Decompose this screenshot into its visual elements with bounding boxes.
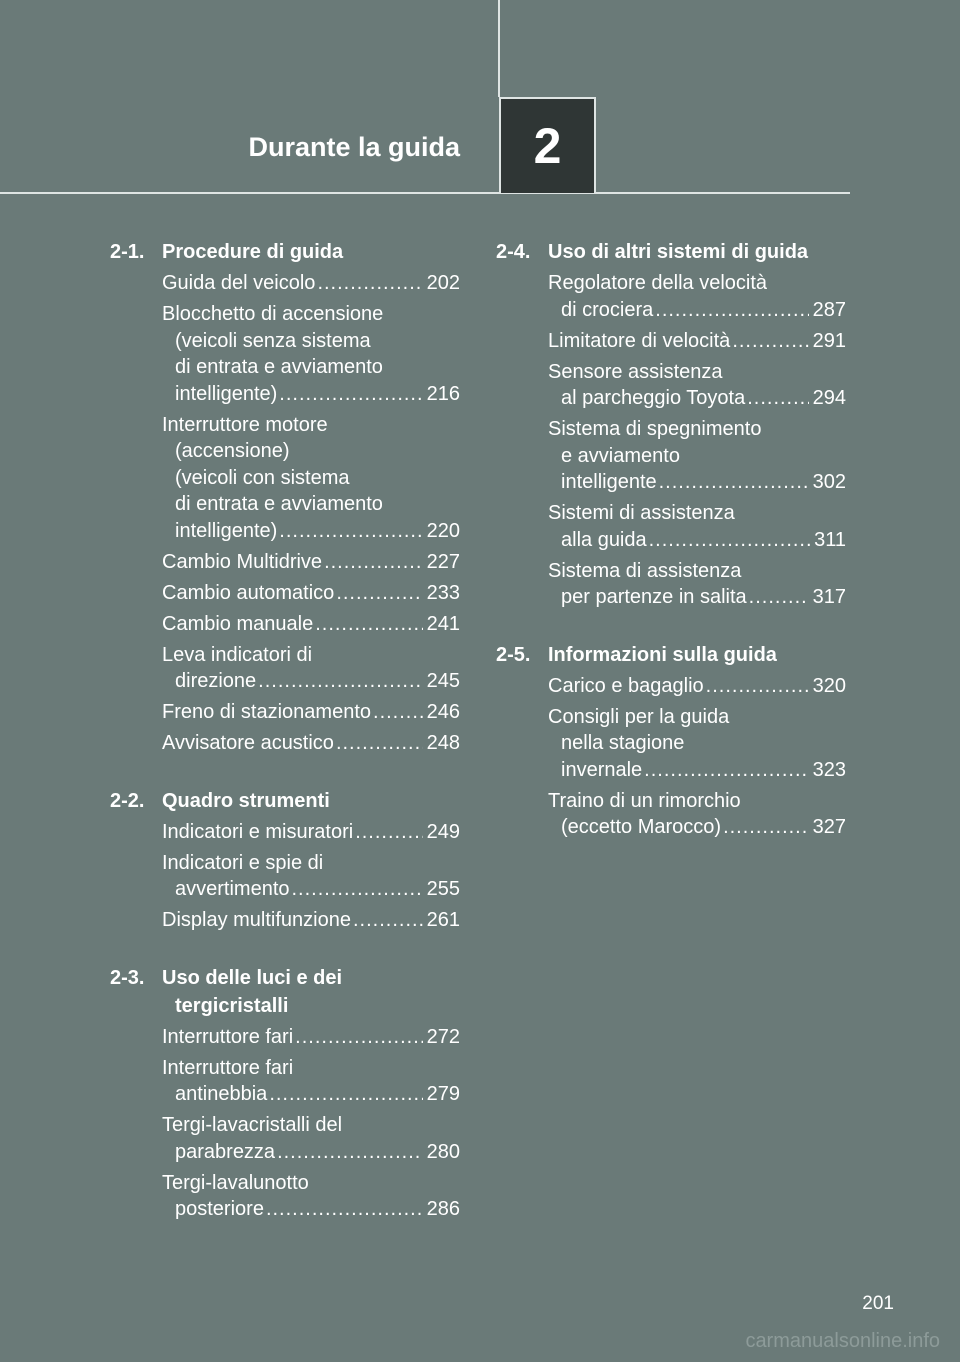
toc-entry-last-line <box>162 270 460 297</box>
section-number: 2-2. <box>110 789 145 812</box>
toc-entry[interactable] <box>162 699 460 726</box>
dot-leader <box>315 611 422 638</box>
section-heading <box>496 238 846 266</box>
toc-entry-last-line <box>548 385 846 412</box>
toc-entry-line: (veicoli senza sistema <box>175 329 371 352</box>
chapter-number: 2 <box>533 118 562 174</box>
toc-entry[interactable] <box>162 611 460 638</box>
toc-page-number: 317 <box>812 586 846 608</box>
toc-entry[interactable] <box>548 328 846 355</box>
section-heading <box>110 238 460 266</box>
dot-leader <box>292 876 423 903</box>
toc-entry-text: Carico e bagaglio <box>548 674 704 697</box>
toc-entry-last-line <box>162 699 460 726</box>
dot-leader <box>723 814 809 841</box>
toc-entry-last-line <box>162 611 460 638</box>
toc-entry[interactable] <box>548 359 846 412</box>
toc-entry[interactable] <box>548 673 846 700</box>
toc-entry-text: intelligente) <box>175 519 278 542</box>
toc-left-column <box>110 238 460 1253</box>
toc-entries <box>496 673 846 841</box>
dot-leader <box>659 469 809 496</box>
toc-section <box>110 787 460 934</box>
toc-section <box>496 641 846 841</box>
toc-entry-line: Traino di un rimorchio <box>548 789 741 812</box>
toc-entry-text: alla guida <box>561 528 647 551</box>
dot-leader <box>277 1139 423 1166</box>
toc-entry-text: Freno di stazionamento <box>162 701 372 723</box>
toc-entry-line: nella stagione <box>561 732 685 754</box>
dot-leader <box>279 518 422 545</box>
page-number: 201 <box>862 1293 894 1314</box>
toc-page-number: 245 <box>426 670 460 692</box>
toc-entry-line: Regolatore della velocità <box>548 272 768 294</box>
toc-entry-text: al parcheggio Toyota <box>561 387 746 409</box>
toc-page-number: 320 <box>812 674 846 697</box>
toc-entry-text: antinebbia <box>175 1083 268 1105</box>
toc-page-number: 286 <box>426 1198 460 1220</box>
toc-entries <box>110 1024 460 1223</box>
section-title-line: Uso di altri sistemi di guida <box>548 241 809 263</box>
toc-page-number: 311 <box>814 528 846 551</box>
toc-entry-last-line <box>548 328 846 355</box>
toc-entry-line: Tergi-lavalunotto <box>162 1171 309 1194</box>
toc-entry[interactable] <box>162 1112 460 1165</box>
toc-entry-text: per partenze in salita <box>561 586 747 608</box>
toc-entry-last-line <box>162 876 460 903</box>
dot-leader <box>336 730 423 757</box>
toc-entry[interactable] <box>162 819 460 846</box>
dot-leader <box>324 549 423 576</box>
toc-page-number: 323 <box>812 758 846 781</box>
toc-entry-line: di entrata e avviamento <box>175 493 383 515</box>
toc-entry-last-line <box>162 819 460 846</box>
dot-leader <box>655 297 808 324</box>
toc-page-number: 261 <box>426 909 460 931</box>
toc-entry-line: Tergi-lavacristalli del <box>162 1114 343 1136</box>
toc-entry-text: Cambio Multidrive <box>162 550 323 573</box>
toc-page-number: 272 <box>426 1025 460 1048</box>
dot-leader <box>649 527 810 554</box>
section-heading <box>110 964 460 1020</box>
toc-entry-text: intelligente <box>561 471 657 493</box>
toc-entry-last-line <box>162 668 460 695</box>
toc-entry-line: e avviamento <box>561 444 680 467</box>
section-number: 2-3. <box>110 966 145 989</box>
section-title <box>162 787 460 815</box>
toc-entry-line: Interruttore fari <box>162 1056 294 1079</box>
toc-entry-text: intelligente) <box>175 382 278 405</box>
toc-entry-text: avvertimento <box>175 878 290 900</box>
toc-page-number: 302 <box>812 471 846 493</box>
toc-entry-line: (accensione) <box>175 440 290 462</box>
toc-entry-last-line <box>548 584 846 611</box>
toc-entry-last-line <box>162 1196 460 1223</box>
toc-page-number: 291 <box>812 329 846 352</box>
toc-page-number: 233 <box>426 581 460 604</box>
toc-entry-line: Sistema di assistenza <box>548 559 742 582</box>
toc-entry-last-line <box>548 814 846 841</box>
toc-entry-last-line <box>162 549 460 576</box>
toc-entry-last-line <box>162 730 460 757</box>
dot-leader <box>269 1081 422 1108</box>
toc-section <box>110 964 460 1223</box>
toc-entry-text: Interruttore fari <box>162 1025 294 1048</box>
toc-entries <box>110 270 460 757</box>
dot-leader <box>317 270 422 297</box>
chapter-title: Durante la guida <box>248 132 460 162</box>
dot-leader <box>749 584 809 611</box>
section-title <box>162 964 460 1020</box>
toc-entry-last-line <box>162 518 460 545</box>
toc-entry-last-line <box>162 381 460 408</box>
toc-entry[interactable] <box>162 301 460 407</box>
toc-entry[interactable] <box>162 1170 460 1223</box>
toc-right-column <box>496 238 846 871</box>
toc-entry-last-line <box>162 1024 460 1051</box>
toc-entry[interactable] <box>162 850 460 903</box>
toc-page-number: 227 <box>426 550 460 573</box>
dot-leader <box>266 1196 423 1223</box>
toc-page-number: 202 <box>426 272 460 294</box>
toc-page-number: 246 <box>426 701 460 723</box>
toc-entry-line: di entrata e avviamento <box>175 356 383 378</box>
dot-leader <box>355 819 422 846</box>
toc-entry-line: Blocchetto di accensione <box>162 303 384 325</box>
toc-entry[interactable] <box>548 558 846 611</box>
section-title-line: Informazioni sulla guida <box>548 643 777 666</box>
dot-leader <box>336 580 422 607</box>
toc-entry-last-line <box>548 297 846 324</box>
toc-entry[interactable] <box>548 500 846 553</box>
section-number: 2-4. <box>496 241 531 263</box>
section-number: 2-1. <box>110 241 145 263</box>
toc-entry[interactable] <box>162 580 460 607</box>
section-heading <box>110 787 460 815</box>
toc-entry[interactable] <box>162 1024 460 1051</box>
toc-entry-last-line <box>548 469 846 496</box>
dot-leader <box>258 668 422 695</box>
section-heading <box>496 641 846 669</box>
toc-entry[interactable] <box>548 416 846 496</box>
toc-entry[interactable] <box>162 730 460 757</box>
header-vertical-rule <box>498 0 500 97</box>
toc-entry-text: Indicatori e misuratori <box>162 820 354 843</box>
toc-entry[interactable] <box>548 704 846 784</box>
dot-leader <box>732 328 808 355</box>
toc-page-number: 249 <box>426 820 460 843</box>
toc-entry-text: direzione <box>175 670 257 692</box>
dot-leader <box>279 381 422 408</box>
toc-entry-text: parabrezza <box>175 1140 276 1163</box>
toc-entry-line: Leva indicatori di <box>162 643 313 666</box>
toc-entry-line: Sistema di spegnimento <box>548 418 762 440</box>
watermark: carmanualsonline.info <box>745 1330 940 1352</box>
section-title-line: tergicristalli <box>175 994 289 1017</box>
toc-entry[interactable] <box>548 788 846 841</box>
toc-entry-last-line <box>162 580 460 607</box>
toc-entry[interactable] <box>162 412 460 545</box>
toc-page-number: 287 <box>812 298 846 321</box>
toc-page-number: 327 <box>812 816 846 838</box>
dot-leader <box>644 757 808 784</box>
toc-entry-text: invernale <box>561 758 643 781</box>
toc-entry-text: di crociera <box>561 298 654 321</box>
toc-entry-text: Limitatore di velocità <box>548 329 731 352</box>
toc-entry[interactable] <box>548 270 846 323</box>
toc-entry-line: (veicoli con sistema <box>175 466 350 489</box>
toc-entry[interactable] <box>162 270 460 297</box>
toc-entry-text: Avvisatore acustico <box>162 732 334 754</box>
toc-page-number: 241 <box>426 612 460 635</box>
section-title <box>548 641 846 669</box>
section-title-line: Uso delle luci e dei <box>162 966 343 989</box>
toc-entry-line: Interruttore motore <box>162 413 328 436</box>
chapter-number-badge <box>499 97 596 193</box>
toc-entry[interactable] <box>162 549 460 576</box>
toc-entry-text: Display multifunzione <box>162 909 351 931</box>
section-title-line: Quadro strumenti <box>162 789 330 812</box>
dot-leader <box>747 385 808 412</box>
dot-leader <box>706 673 809 700</box>
toc-entry-line: Sensore assistenza <box>548 360 723 383</box>
toc-page-number: 255 <box>426 878 460 900</box>
section-title <box>548 238 846 266</box>
toc-entry[interactable] <box>162 907 460 934</box>
toc-page-number: 216 <box>426 382 460 405</box>
toc-entry-text: (eccetto Marocco) <box>561 816 722 838</box>
toc-page-number: 279 <box>426 1083 460 1105</box>
toc-entry-text: Cambio automatico <box>162 581 335 604</box>
toc-page-number: 248 <box>426 732 460 754</box>
section-title <box>162 238 460 266</box>
toc-page-number: 294 <box>812 387 846 409</box>
toc-entry-last-line <box>162 1081 460 1108</box>
section-title-line: Procedure di guida <box>162 241 344 263</box>
toc-entry-text: Guida del veicolo <box>162 272 316 294</box>
dot-leader <box>295 1024 422 1051</box>
toc-entry-line: Sistemi di assistenza <box>548 502 735 524</box>
toc-entry[interactable] <box>162 1055 460 1108</box>
toc-page-number: 220 <box>426 519 460 542</box>
toc-entry-last-line <box>548 527 846 554</box>
toc-entry-line: Consigli per la guida <box>548 705 730 728</box>
dot-leader <box>373 699 423 726</box>
dot-leader <box>353 907 423 934</box>
section-number: 2-5. <box>496 643 531 666</box>
toc-page-number: 280 <box>426 1140 460 1163</box>
toc-entry-last-line <box>548 757 846 784</box>
toc-entry-last-line <box>548 673 846 700</box>
toc-entry-last-line <box>162 1139 460 1166</box>
toc-section <box>110 238 460 757</box>
toc-section <box>496 238 846 611</box>
toc-entry[interactable] <box>162 642 460 695</box>
toc-entries <box>110 819 460 934</box>
header-horizontal-rule <box>0 192 850 194</box>
toc-entry-text: posteriore <box>175 1198 264 1220</box>
toc-entry-text: Cambio manuale <box>162 612 314 635</box>
toc-entries <box>496 270 846 611</box>
toc-entry-last-line <box>162 907 460 934</box>
toc-entry-line: Indicatori e spie di <box>162 851 324 874</box>
